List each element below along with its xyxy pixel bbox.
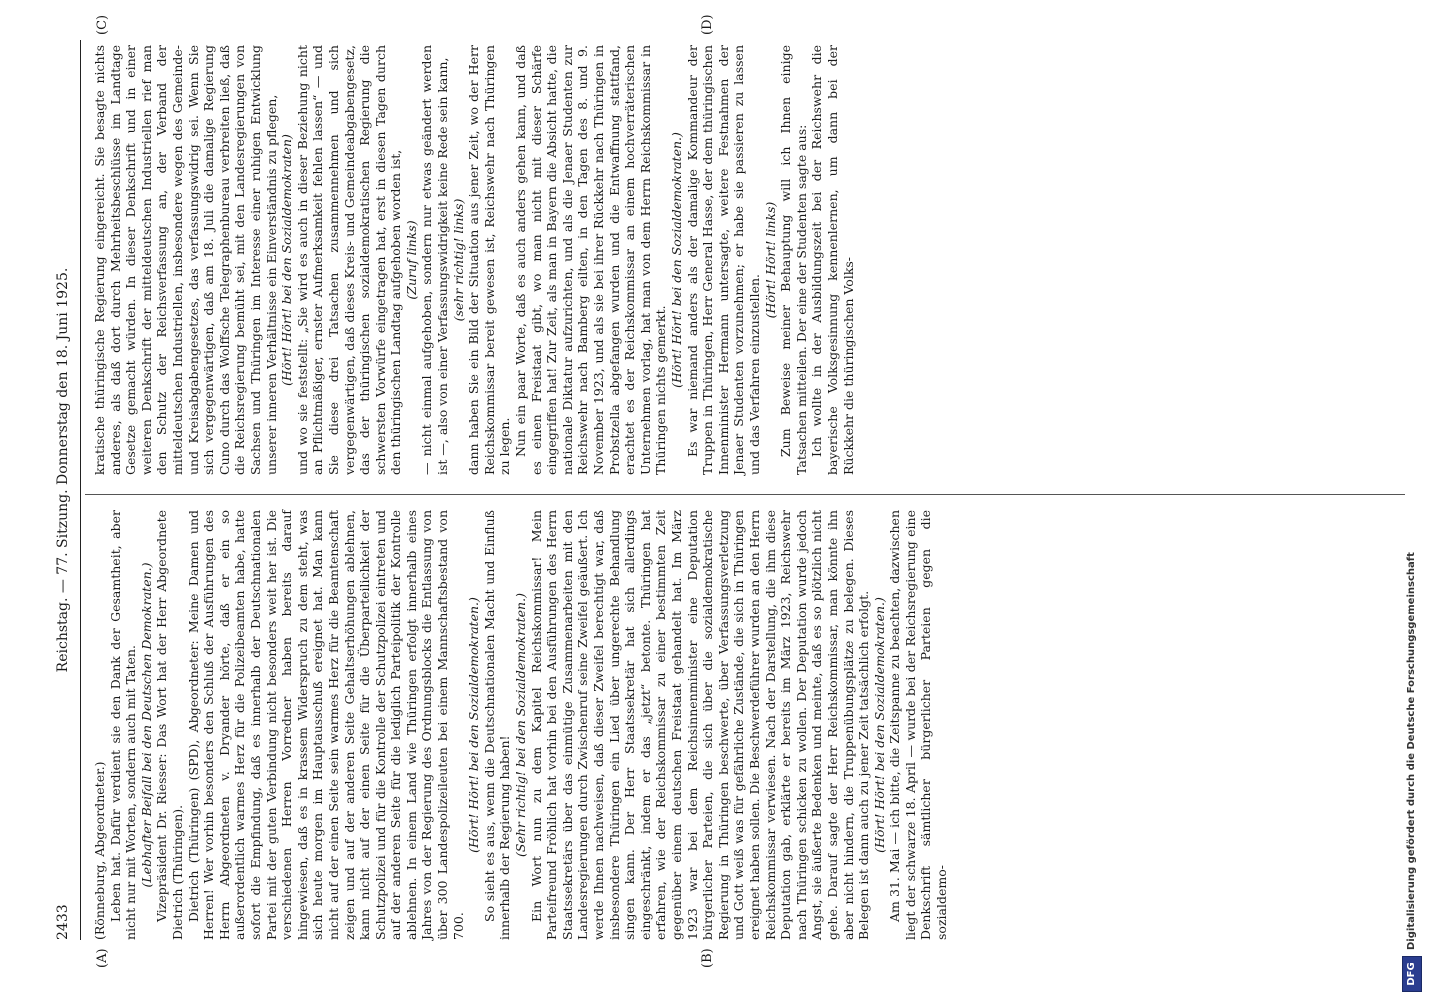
paragraph: — nicht einmal aufgehoben, sondern nur etwas geändert werden ist —, also von einer Verfassungswidrigkeit keine Rede sein kann,: [419, 45, 451, 475]
margin-marker-d: (D): [700, 14, 715, 35]
margin-marker-c: (C): [95, 14, 110, 35]
header-rule: [80, 40, 81, 940]
paragraph: dann haben Sie ein Bild der Situation aus jener Zeit, wo der Herr Reichskommissar bereit gewesen ist, Reichswehr nach Thüringen zu legen.: [466, 45, 513, 475]
page-number: 2433: [55, 904, 71, 940]
interjection: (Hört! Hört! bei den Sozialdemokraten): [279, 134, 295, 386]
paragraph: und wo sie feststellt: „Sie wird es auch in dieser Beziehung nicht an Pflichtmäßiger, ernster Aufmerksamkeit fehlen lassen“ — und Sie diese drei Tatsachen zusammennehmen und sich vergegenwärtigen, daß dieses Kreis- und Gemeindeabgabengesetz, das der thüringischen sozialdemokratischen Regierung die schwersten Vorwürfe eingetragen hat, erst in diesen Tagen durch den thüringischen Landtag aufgehoben worden ist,: [294, 45, 404, 475]
paragraph: Leben hat. Dafür verdient sie den Dank der Gesamtheit, aber nicht nur mit Worten, sondern auch mit Taten.: [107, 510, 139, 940]
margin-marker-b: (B): [700, 948, 715, 968]
paragraph: So sieht es aus, wenn die Deutschnationalen Macht und Einfluß innerhalb der Regierung haben!: [481, 510, 513, 940]
funding-notice: Digitalisierung gefördert durch die Deutsche Forschungsgemeinschaft: [1406, 552, 1417, 950]
paragraph: Ich wollte in der Ausbildungszeit bei der Reichswehr die bayerische Volksgesinnung kennenlernen, um dann bei der Rückkehr die thüringischen Volks-: [809, 45, 856, 475]
paragraph: Ein Wort nun zu dem Kapitel Reichskommissar! Mein Parteifreund Fröhlich hat vorhin bei den Ausführungen des Herrn Staatssekretärs über das einmütige Zusammenarbeiten mit den Landesregierungen durch Zwischenruf seine Zweifel geäußert. Ich werde Ihnen nachweisen, daß dieser Zweifel berechtigt war, daß insbesondere Thüringen ein Lied über ungerechte Behandlung singen kann. Der Herr Staatssekretär hat sich allerdings eingeschränkt, indem er das „jetzt“ betonte. Thüringen hat erfahren, wie der Reichskommissar zu einer bestimmten Zeit gegenüber einem deutschen Freistaat gehandelt hat. Im März 1923 war bei dem Reichsinnenminister eine Deputation bürgerlicher Parteien, die sich über die sozialdemokratische Regierung in Thüringen beschwerte, über Verfassungsverletzung und Gott weiß was für gefährliche Zustände, die sich in Thüringen ereignet haben sollen. Die Beschwerdeführer wurden an den Herrn Reichskommissar verwiesen. Nach der Darstellung, die ihm diese Deputation gab, erklärte er bereits im März 1923, Reichswehr nach Thüringen schicken zu wollen. Der Deputation wurde jedoch Angst, sie äußerte Bedenken und meinte, daß es so plötzlich nicht gehe. Darauf sagte der Herr Reichskommissar, man könnte ihn aber nicht hindern, die Truppenübungsplätze zu belegen. Dieses Belegen ist dann auch zu jener Zeit tatsächlich erfolgt.: [528, 510, 872, 940]
paragraph: Am 31. Mai — ich bitte, die Zeitspanne zu beachten, dazwischen liegt der schwarze 18. April — wurde bei der Reichsregierung eine Denkschrift sämtlicher bürgerlicher Parteien gegen die sozialdemo-: [887, 510, 950, 940]
interjection: (Hört! Hört! bei den Sozialdemokraten.): [466, 597, 482, 853]
speaker-continuation: (Rönneburg, Abgeordneter.): [92, 761, 107, 940]
interjection: (Hört! Hört! bei den Sozialdemokraten.): [871, 597, 887, 853]
paragraph: kratische thüringische Regierung eingereicht. Sie besagte nichts anderes, als daß dort durch Mehrheitsbeschlüsse im Landtage Gesetze gemacht würden. In dieser Denkschrift und in einer weiteren Denkschrift der mitteldeutschen Industriellen rief man den Schutz der Reichsverfassung an, der Verband der mitteldeutschen Industriellen, insbesondere wegen des Gemeinde- und Kreisabgabengesetzes, das verfassungswidrig sei. Wenn Sie sich vergegenwärtigen, daß am 18. Juli die damalige Regierung Cuno durch das Wolffsche Telegraphenbureau verbreiten ließ, daß die Reichsregierung bemüht sei, mit den Landesregierungen von Sachsen und Thüringen im Interesse einer ruhigen Entwicklung unserer inneren Verhältnisse ein Einverständnis zu pflegen,: [92, 45, 279, 475]
interjection: (Lebhafter Beifall bei den Deutschen Demokraten.): [138, 562, 154, 888]
interjection: (sehr richtig! links): [450, 198, 466, 322]
paragraph: Vizepräsident Dr. Riesser: Das Wort hat der Herr Abgeordnete Dietrich (Thüringen).: [154, 510, 185, 940]
digitization-footer: [1400, 0, 1434, 1000]
running-title: Reichstag. — 77. Sitzung. Donnerstag den 18. Juni 1925.: [55, 267, 71, 673]
margin-marker-a: (A): [95, 948, 110, 968]
interjection: (Hört! Hört! bei den Sozialdemokraten.): [668, 132, 684, 388]
interjection: (Zuruf links): [403, 220, 419, 300]
right-column: [92, 45, 856, 475]
interjection: (Sehr richtig! bei den Sozialdemokraten.): [513, 593, 529, 857]
dfg-logo: DFG: [1402, 956, 1422, 992]
paragraph: Dietrich (Thüringen) (SPD), Abgeordneter: Meine Damen und Herren! Wer vorhin besonders den Schluß der Ausführungen des Herrn Abgeordneten v. Dryander hörte, daß er ein so außerordentlich warmes Herz für die Polizeibeamten habe, hatte sofort die Empfindung, daß es innerhalb der Deutschnationalen Partei mit der guten Verbindung nicht besonders weit her ist. Die verschiedenen Herren Vorredner haben bereits darauf hingewiesen, daß es in krassem Widerspruch zu dem steht, was sich heute morgen im Hauptausschuß ereignet hat. Man kann nicht auf der einen Seite sein warmes Herz für die Beamtenschaft zeigen und auf der anderen Seite Gehaltserhöhungen ablehnen, kann nicht auf der einen Seite für die Überparteilichkeit der Schutzpolizei und für die Kontrolle der Schutzpolizei eintreten und auf der anderen Seite für die lediglich Parteipolitik der Kontrolle ablehnen. In einem Land wie Thüringen erfolgt innerhalb eines Jahres von der Regierung des Ordnungsblocks die Entlassung von über 300 Landespolizeileuten bei einem Mannschaftsbestand von 700.: [185, 510, 466, 940]
paragraph: Es war niemand anders als der damalige Kommandeur der Truppen in Thüringen, Herr General Hasse, der dem thüringischen Innenminister Hermann untersagte, weitere Festnahmen der Jenaer Studenten vorzunehmen; er habe sie passieren zu lassen und das Verfahren einzustellen.: [684, 45, 762, 475]
column-divider: [85, 494, 1405, 495]
paragraph: Zum Beweise meiner Behauptung will ich Ihnen einige Tatsachen mitteilen. Der eine der Studenten sagte aus:: [778, 45, 809, 475]
left-column: [92, 510, 950, 940]
interjection: (Hört! Hört! links): [762, 201, 778, 319]
paragraph: Nun ein paar Worte, daß es auch anders gehen kann, und daß es einen Freistaat gibt, wo man nicht mit dieser Schärfe eingegriffen hat! Zur Zeit, als man in Bayern die Absicht hatte, die nationale Diktatur aufzurichten, und als die Jenaer Studenten zur Reichswehr nach Bamberg eilten, in den Tagen des 8. und 9. November 1923, und als sie bei ihrer Rückkehr nach Thüringen in Probstzella abgefangen wurden und die Entwaffnung stattfand, erachtet es der Reichskommissar an einem hochverräterischen Unternehmen vorlag, hat man von dem Herrn Reichskommissar in Thüringen nichts gemerkt.: [513, 45, 669, 475]
